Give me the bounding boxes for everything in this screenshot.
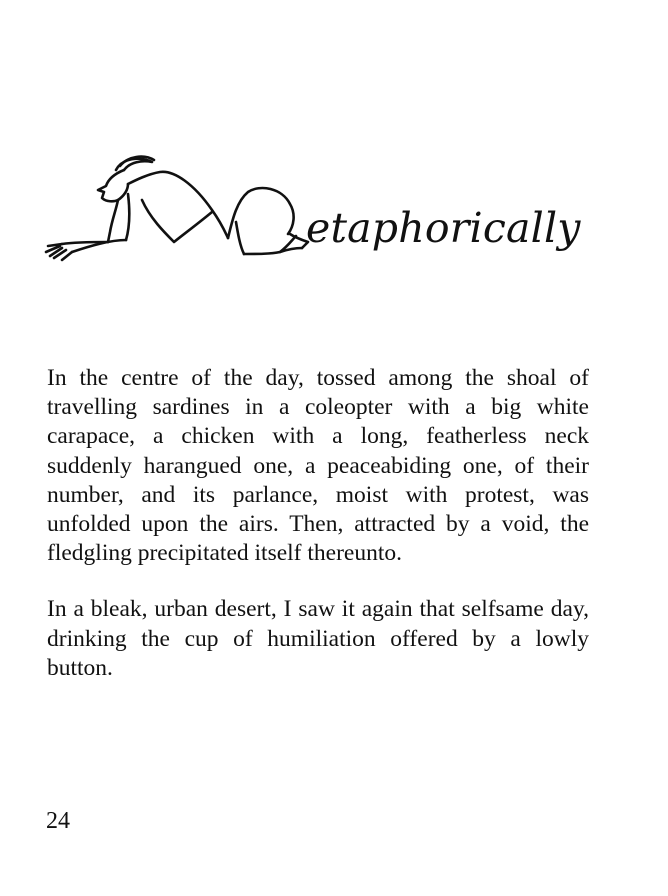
page-number: 24 — [46, 808, 70, 834]
heading-title-text: etaphorically — [306, 204, 581, 252]
paragraph-2: In a bleak, urban desert, I saw it again that selfsame day, drinking the cup of humiliation offered by a lowly button. — [47, 596, 589, 681]
heading-title — [306, 204, 581, 252]
paragraph-1: In the centre of the day, tossed among the shoal of travelling sardines in a coleopter with a big white carapace, a chicken with a long, featherless neck suddenly harangued one, a peaceabiding one, of their number, and its parlance, moist with protest, was unfolded upon the airs. Then, attracted by a void, the fledgling precipitated itself thereunto. — [47, 365, 589, 567]
body-text — [47, 364, 589, 683]
drop-cap-m-figure-illustration — [44, 150, 312, 272]
